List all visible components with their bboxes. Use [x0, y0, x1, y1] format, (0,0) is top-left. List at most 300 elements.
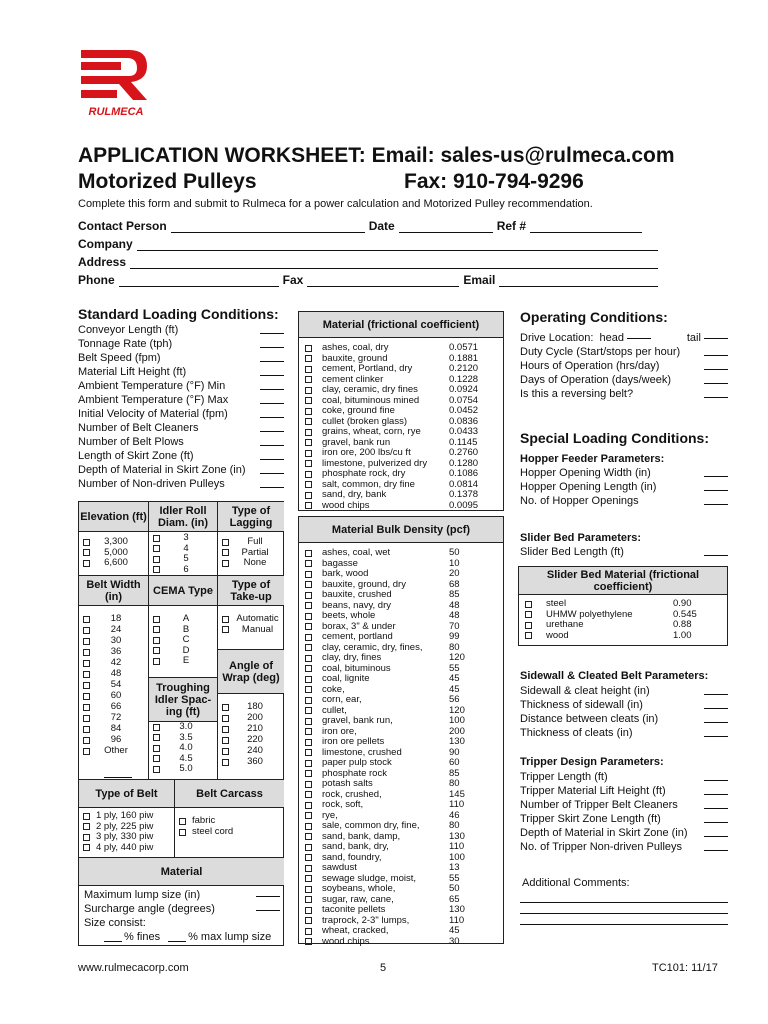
contact-row-3: Address [78, 255, 658, 269]
density-row: iron ore pellets 130 [305, 737, 499, 748]
hopper-field[interactable] [704, 496, 728, 505]
checkbox[interactable] [305, 886, 312, 893]
takeup-checkbox[interactable] [222, 616, 229, 623]
standard-loading-row: Ambient Temperature (°F) Min [78, 378, 284, 392]
idler-option: 5 [183, 553, 189, 564]
tripper-row: Tripper Material Lift Height (ft) [520, 783, 728, 797]
cema-checkbox[interactable] [153, 637, 160, 644]
checkbox[interactable] [525, 632, 532, 639]
checkbox[interactable] [305, 749, 312, 756]
checkbox[interactable] [305, 345, 312, 352]
checkbox[interactable] [305, 718, 312, 725]
checkbox[interactable] [305, 697, 312, 704]
density-row: coal, bituminous 55 [305, 664, 499, 675]
slider-list [520, 544, 728, 558]
density-row: bauxite, crushed 85 [305, 590, 499, 601]
checkbox[interactable] [305, 471, 312, 478]
fax-number: Fax: 910-794-9296 [404, 170, 584, 193]
sidewall-row: Sidewall & cleat height (in) [520, 683, 728, 697]
checkbox[interactable] [305, 560, 312, 567]
carcass-header: Belt Carcass [175, 780, 284, 808]
checkbox[interactable] [305, 602, 312, 609]
belt-type-option: 3 ply, 330 piw [96, 831, 154, 842]
checkbox[interactable] [305, 707, 312, 714]
fines-field[interactable] [104, 933, 122, 942]
contact-row-1: Contact Person Date Ref # [78, 219, 658, 233]
belt-width-option: 48 [110, 668, 122, 679]
takeup-options [218, 606, 284, 650]
elevation-header: Elevation (ft) [79, 502, 149, 532]
density-row: coke, 45 [305, 685, 499, 696]
footer-url[interactable]: www.rulmecacorp.com [78, 962, 189, 974]
tripper-field[interactable] [704, 814, 728, 823]
standard-loading-field[interactable] [260, 437, 284, 446]
wrap-checkbox[interactable] [222, 704, 229, 711]
standard-loading-field[interactable] [260, 381, 284, 390]
belt-width-checkbox[interactable] [83, 704, 90, 711]
date-field[interactable] [399, 221, 493, 233]
standard-loading-title: Standard Loading Conditions: [78, 306, 279, 322]
comments-label: Additional Comments: [522, 877, 630, 889]
hopper-field[interactable] [704, 468, 728, 477]
operating-field[interactable] [704, 361, 728, 370]
friction-row: sand, dry, bank 0.1378 [305, 490, 499, 501]
elevation-option: 5,000 [104, 546, 128, 558]
friction-row: iron ore, 200 lbs/cu ft 0.2760 [305, 448, 499, 459]
checkbox[interactable] [305, 571, 312, 578]
wrap-checkbox[interactable] [222, 748, 229, 755]
slider-material-table [518, 566, 728, 646]
cema-option: D [182, 644, 190, 656]
wrap-checkbox[interactable] [222, 759, 229, 766]
checkbox[interactable] [305, 387, 312, 394]
trough-checkbox[interactable] [153, 755, 160, 762]
checkbox[interactable] [525, 611, 532, 618]
special-title: Special Loading Conditions: [520, 430, 709, 446]
checkbox[interactable] [305, 728, 312, 735]
wrap-options [218, 694, 284, 780]
lump-size-field[interactable] [256, 888, 280, 897]
trough-checkbox[interactable] [153, 766, 160, 773]
operating-list: Drive Location: head tail Duty Cycle (Start/stops per hour) Hours of Operation (hrs/day) Days of Operation (days/week) Is this a reversing belt? [520, 330, 728, 400]
email-field[interactable] [499, 275, 658, 287]
checkbox[interactable] [305, 676, 312, 683]
friction-row: bauxite, ground 0.1881 [305, 354, 499, 365]
belt-width-header: Belt Width (in) [79, 576, 149, 606]
density-row: corn, ear, 56 [305, 695, 499, 706]
tripper-field[interactable] [704, 772, 728, 781]
fax-field[interactable] [307, 275, 459, 287]
checkbox[interactable] [305, 460, 312, 467]
checkbox[interactable] [305, 550, 312, 557]
standard-loading-list [78, 322, 284, 490]
cema-option: B [182, 623, 190, 635]
density-header: Material Bulk Density (pcf) [299, 517, 503, 543]
standard-loading-row: Number of Belt Cleaners [78, 420, 284, 434]
checkbox[interactable] [305, 686, 312, 693]
hopper-title: Hopper Feeder Parameters: [520, 453, 665, 465]
carcass-checkbox[interactable] [179, 829, 186, 836]
operating-field[interactable] [704, 389, 728, 398]
carcass-option: steel cord [192, 826, 234, 837]
elevation-options [79, 532, 149, 576]
friction-row: salt, common, dry fine 0.0814 [305, 480, 499, 491]
checkbox[interactable] [305, 581, 312, 588]
standard-loading-row: Initial Velocity of Material (fpm) [78, 406, 284, 420]
density-row: sugar, raw, cane, 65 [305, 895, 499, 906]
checkbox[interactable] [305, 928, 312, 935]
sidewall-field[interactable] [704, 700, 728, 709]
belt-type-checkbox[interactable] [83, 823, 90, 830]
cema-checkbox[interactable] [153, 658, 160, 665]
checkbox[interactable] [305, 854, 312, 861]
ref-field[interactable] [530, 221, 642, 233]
density-table [298, 516, 504, 947]
checkbox[interactable] [305, 492, 312, 499]
density-row: beets, whole 48 [305, 611, 499, 622]
sidewall-row: Distance between cleats (in) [520, 711, 728, 725]
elevation-option: 3,300 [104, 536, 128, 547]
belt-width-option: 36 [110, 646, 122, 657]
takeup-option: Manual [241, 623, 274, 635]
hopper-field[interactable] [704, 482, 728, 491]
takeup-checkbox[interactable] [222, 626, 229, 633]
tripper-row: Tripper Skirt Zone Length (ft) [520, 811, 728, 825]
density-row: paper pulp stock 60 [305, 758, 499, 769]
density-row: sand, bank, dry, 110 [305, 842, 499, 853]
wrap-option: 200 [247, 712, 263, 723]
belt-width-option: Other [104, 745, 128, 756]
friction-row: ashes, coal, dry 0.0571 [305, 343, 499, 354]
density-row: rock, crushed, 145 [305, 790, 499, 801]
friction-row: cullet (broken glass) 0.0836 [305, 417, 499, 428]
checkbox[interactable] [305, 634, 312, 641]
belt-type-option: 2 ply, 225 piw [96, 820, 154, 832]
cema-option: E [182, 655, 190, 666]
belt-type-checkbox[interactable] [83, 813, 90, 820]
rulmeca-logo [77, 42, 155, 124]
belt-width-options [79, 606, 149, 780]
checkbox[interactable] [305, 875, 312, 882]
idler-checkbox[interactable] [153, 545, 160, 552]
comments-line[interactable] [520, 914, 728, 925]
checkbox[interactable] [305, 781, 312, 788]
wrap-checkbox[interactable] [222, 715, 229, 722]
checkbox[interactable] [305, 907, 312, 914]
checkbox[interactable] [305, 938, 312, 945]
density-row: beans, navy, dry 48 [305, 601, 499, 612]
tripper-row: Depth of Material in Skirt Zone (in) [520, 825, 728, 839]
density-row: wood chips 30 [305, 937, 499, 948]
tripper-row: Tripper Length (ft) [520, 769, 728, 783]
checkbox[interactable] [305, 896, 312, 903]
density-row: bagasse 10 [305, 559, 499, 570]
idler-option: 3 [183, 532, 189, 543]
checkbox[interactable] [525, 601, 532, 608]
checkbox[interactable] [305, 823, 312, 830]
belt-type-option: 1 ply, 160 piw [96, 810, 154, 821]
density-row: limestone, crushed 90 [305, 748, 499, 759]
tripper-field[interactable] [704, 842, 728, 851]
checkbox[interactable] [305, 613, 312, 620]
carcass-checkbox[interactable] [179, 818, 186, 825]
checkbox[interactable] [305, 802, 312, 809]
standard-loading-row: Number of Belt Plows [78, 434, 284, 448]
checkbox[interactable] [305, 865, 312, 872]
belt-width-option: 72 [110, 712, 122, 723]
checkbox[interactable] [305, 502, 312, 509]
tripper-field[interactable] [704, 828, 728, 837]
belt-width-checkbox[interactable] [83, 748, 90, 755]
standard-loading-row: Ambient Temperature (°F) Max [78, 392, 284, 406]
surcharge-field[interactable] [256, 902, 280, 911]
belt-width-checkbox[interactable] [83, 682, 90, 689]
friction-header: Material (frictional coefficient) [299, 312, 503, 338]
density-row: soybeans, whole, 50 [305, 884, 499, 895]
slider-material-row: UHMW polyethylene 0.545 [525, 610, 723, 621]
belt-width-checkbox[interactable] [83, 660, 90, 667]
belt-type-checkbox[interactable] [83, 844, 90, 851]
trough-options [149, 722, 218, 780]
belt-type-option: 4 ply, 440 piw [96, 841, 154, 853]
max-lump-field[interactable] [168, 933, 186, 942]
friction-row: grains, wheat, corn, rye 0.0433 [305, 427, 499, 438]
belt-width-option: 18 [110, 613, 122, 624]
comments-line[interactable] [520, 892, 728, 903]
density-row: sand, bank, damp, 130 [305, 832, 499, 843]
idler-option: 4 [183, 542, 189, 554]
checkbox[interactable] [305, 665, 312, 672]
operating-row: Duty Cycle (Start/stops per hour) [520, 344, 728, 358]
standard-loading-row: Number of Non-driven Pulleys [78, 476, 284, 490]
lagging-option: None [243, 557, 267, 568]
density-row: cement, portland 99 [305, 632, 499, 643]
elevation-option: 6,600 [104, 557, 128, 568]
idler-header: Idler Roll Diam. (in) [149, 502, 218, 532]
checkbox[interactable] [305, 481, 312, 488]
friction-row: coal, bituminous mined 0.0754 [305, 396, 499, 407]
trough-checkbox[interactable] [153, 724, 160, 731]
operating-field[interactable] [704, 347, 728, 356]
sidewall-row: Thickness of cleats (in) [520, 725, 728, 739]
belt-width-checkbox[interactable] [83, 715, 90, 722]
belt-width-checkbox[interactable] [83, 726, 90, 733]
standard-loading-row: Depth of Material in Skirt Zone (in) [78, 462, 284, 476]
tripper-list [520, 769, 728, 853]
lagging-checkbox[interactable] [222, 539, 229, 546]
belt-width-option: 24 [110, 624, 122, 635]
checkbox[interactable] [305, 655, 312, 662]
belt-width-checkbox[interactable] [83, 638, 90, 645]
trough-option: 4.5 [179, 752, 193, 764]
checkbox[interactable] [305, 439, 312, 446]
checkbox[interactable] [305, 791, 312, 798]
address-field[interactable] [130, 257, 658, 269]
checkbox[interactable] [305, 644, 312, 651]
worksheet-title: APPLICATION WORKSHEET: Email: sales-us@rulmeca.com [78, 144, 675, 167]
belt-width-checkbox[interactable] [83, 616, 90, 623]
trough-checkbox[interactable] [153, 745, 160, 752]
lagging-checkbox[interactable] [222, 549, 229, 556]
friction-table [298, 311, 504, 511]
elevation-checkbox[interactable] [83, 560, 90, 567]
belt-type-checkbox[interactable] [83, 834, 90, 841]
belt-width-checkbox[interactable] [83, 627, 90, 634]
operating-row: Days of Operation (days/week) [520, 372, 728, 386]
checkbox[interactable] [305, 376, 312, 383]
trough-header: Troughing Idler Spac-ing (ft) [149, 678, 218, 722]
checkbox[interactable] [305, 429, 312, 436]
lagging-option: Partial [241, 546, 269, 558]
wrap-header: Angle of Wrap (deg) [218, 650, 284, 694]
density-row: rock, soft, 110 [305, 800, 499, 811]
friction-row: phosphate rock, dry 0.1086 [305, 469, 499, 480]
density-row: bauxite, ground, dry 68 [305, 580, 499, 591]
standard-loading-field[interactable] [260, 479, 284, 488]
standard-loading-field[interactable] [260, 451, 284, 460]
trough-checkbox[interactable] [153, 734, 160, 741]
checkbox[interactable] [305, 917, 312, 924]
company-field[interactable] [137, 239, 658, 251]
trough-option: 3.0 [179, 721, 193, 732]
cema-checkbox[interactable] [153, 616, 160, 623]
phone-field[interactable] [119, 275, 279, 287]
friction-row: cement clinker 0.1228 [305, 375, 499, 386]
operating-row: Hours of Operation (hrs/day) [520, 358, 728, 372]
density-row: sand, foundry, 100 [305, 853, 499, 864]
density-row: clay, dry, fines 120 [305, 653, 499, 664]
standard-loading-field[interactable] [260, 409, 284, 418]
friction-row: cement, Portland, dry 0.2120 [305, 364, 499, 375]
wrap-option: 210 [247, 723, 263, 734]
belt-width-checkbox[interactable] [83, 649, 90, 656]
belt-width-checkbox[interactable] [83, 693, 90, 700]
density-row: traprock, 2-3" lumps, 110 [305, 916, 499, 927]
head-field[interactable] [627, 330, 651, 339]
standard-loading-field[interactable] [260, 367, 284, 376]
friction-row: limestone, pulverized dry 0.1280 [305, 459, 499, 470]
carcass-option: fabric [192, 815, 216, 826]
density-row: borax, 3" & under 70 [305, 622, 499, 633]
tail-field[interactable] [704, 330, 728, 339]
density-row: sale, common dry, fine, 80 [305, 821, 499, 832]
standard-loading-field[interactable] [260, 465, 284, 474]
contact-person-field[interactable] [171, 221, 365, 233]
cema-header: CEMA Type [149, 576, 218, 606]
density-row: bark, wood 20 [305, 569, 499, 580]
wrap-checkbox[interactable] [222, 726, 229, 733]
operating-field[interactable] [704, 375, 728, 384]
belt-width-option: 66 [110, 701, 122, 712]
trough-option: 5.0 [179, 763, 193, 774]
standard-loading-row: Conveyor Length (ft) [78, 322, 284, 336]
contact-row-4: Phone Fax Email [78, 273, 658, 287]
standard-loading-field[interactable] [260, 395, 284, 404]
wrap-option: 220 [247, 734, 263, 745]
belt-width-other-field[interactable] [104, 769, 132, 778]
comments-line[interactable] [520, 903, 728, 914]
belt-width-checkbox[interactable] [83, 737, 90, 744]
idler-option: 6 [183, 563, 189, 575]
slider-material-row: steel 0.90 [525, 599, 723, 610]
belt-width-option: 96 [110, 734, 122, 745]
density-row: wheat, cracked, 45 [305, 926, 499, 937]
tripper-field[interactable] [704, 786, 728, 795]
checkbox[interactable] [305, 450, 312, 457]
friction-row: clay, ceramic, dry fines 0.0924 [305, 385, 499, 396]
idler-checkbox[interactable] [153, 535, 160, 542]
checkbox[interactable] [305, 397, 312, 404]
density-row: ashes, coal, wet 50 [305, 548, 499, 559]
belt-type-options [79, 808, 175, 858]
idler-checkbox[interactable] [153, 556, 160, 563]
standard-loading-field[interactable] [260, 353, 284, 362]
slider-row: Slider Bed Length (ft) [520, 544, 728, 558]
doc-code: TC101: 11/17 [652, 962, 718, 974]
tripper-row: Number of Tripper Belt Cleaners [520, 797, 728, 811]
wrap-checkbox[interactable] [222, 737, 229, 744]
cema-options [149, 606, 218, 678]
cema-checkbox[interactable] [153, 647, 160, 654]
density-row: potash salts 80 [305, 779, 499, 790]
checkbox[interactable] [525, 622, 532, 629]
elevation-checkbox[interactable] [83, 549, 90, 556]
belt-width-checkbox[interactable] [83, 671, 90, 678]
standard-loading-row: Material Lift Height (ft) [78, 364, 284, 378]
checkbox[interactable] [305, 770, 312, 777]
hopper-row: Hopper Opening Width (in) [520, 465, 728, 479]
elevation-checkbox[interactable] [83, 539, 90, 546]
lagging-checkbox[interactable] [222, 560, 229, 567]
checkbox[interactable] [305, 739, 312, 746]
sidewall-field[interactable] [704, 728, 728, 737]
cema-checkbox[interactable] [153, 626, 160, 633]
tripper-row: No. of Tripper Non-driven Pulleys [520, 839, 728, 853]
checkbox[interactable] [305, 355, 312, 362]
standard-loading-row: Length of Skirt Zone (ft) [78, 448, 284, 462]
checkbox[interactable] [305, 760, 312, 767]
sidewall-field[interactable] [704, 686, 728, 695]
idler-checkbox[interactable] [153, 566, 160, 573]
checkbox[interactable] [305, 418, 312, 425]
options-grid [78, 501, 284, 946]
tripper-field[interactable] [704, 800, 728, 809]
checkbox[interactable] [305, 366, 312, 373]
checkbox[interactable] [305, 833, 312, 840]
checkbox[interactable] [305, 592, 312, 599]
checkbox[interactable] [305, 408, 312, 415]
sidewall-field[interactable] [704, 714, 728, 723]
slider-material-header: Slider Bed Material (frictional coefficient) [519, 567, 727, 595]
friction-row: wood chips 0.0095 [305, 501, 499, 512]
takeup-header: Type of Take-up [218, 576, 284, 606]
hopper-row: No. of Hopper Openings [520, 493, 728, 507]
worksheet-subtitle: Motorized Pulleys [78, 170, 257, 193]
standard-loading-field[interactable] [260, 423, 284, 432]
operating-title: Operating Conditions: [520, 309, 668, 325]
trough-option: 3.5 [179, 731, 193, 743]
density-row: taconite pellets 130 [305, 905, 499, 916]
standard-loading-row: Tonnage Rate (tph) [78, 336, 284, 350]
slider-field[interactable] [704, 547, 728, 556]
sidewall-row: Thickness of sidewall (in) [520, 697, 728, 711]
friction-row: gravel, bank run 0.1145 [305, 438, 499, 449]
checkbox[interactable] [305, 844, 312, 851]
standard-loading-field[interactable] [260, 325, 284, 334]
checkbox[interactable] [305, 812, 312, 819]
checkbox[interactable] [305, 623, 312, 630]
standard-loading-field[interactable] [260, 339, 284, 348]
